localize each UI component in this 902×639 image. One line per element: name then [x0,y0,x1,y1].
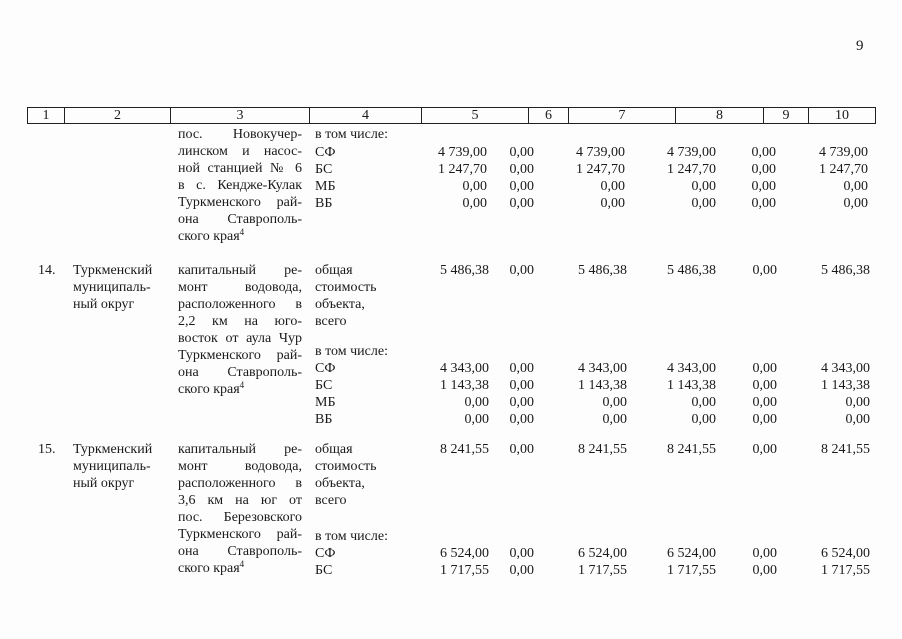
source-label: ВБ [315,412,333,427]
value-cell: 0,00 [691,196,716,211]
value-cell: 4 343,00 [821,361,870,376]
description-line: 3,6 км на юг от [178,493,302,508]
value-cell: 0,00 [752,412,777,427]
total-label-line: стоимость [315,459,377,474]
total-cost-label [315,262,377,330]
value-cell: 1 717,55 [440,563,489,578]
description-line: Туркменского рай- [178,348,302,363]
value-cell: 1 247,70 [667,162,716,177]
description-line: она Ставрополь- [178,212,302,227]
value-cell: 0,00 [845,412,870,427]
value-cell: 6 524,00 [578,546,627,561]
value-cell: 6 524,00 [821,546,870,561]
district-line: ный округ [73,476,135,491]
header-cell: 8 [676,108,764,124]
value-cell: 1 717,55 [667,563,716,578]
value-cell: 0,00 [464,412,489,427]
value-cell: 4 343,00 [667,361,716,376]
value-cell: 6 524,00 [440,546,489,561]
value-cell: 0,00 [600,179,625,194]
description-line: пос. Новокучер- [178,127,302,142]
row-number: 14. [38,263,56,278]
total-label-line: всего [315,493,347,508]
value-cell: 4 739,00 [576,145,625,160]
value-cell: 0,00 [509,412,534,427]
description-line: капитальный ре- [178,442,302,457]
source-label: МБ [315,179,336,194]
total-value: 5 486,38 [440,263,489,278]
value-cell: 0,00 [462,179,487,194]
source-label: СФ [315,546,336,561]
value-cell: 0,00 [509,162,534,177]
description-line: линском и насос- [178,144,302,159]
source-label: БС [315,162,333,177]
value-cell: 1 247,70 [819,162,868,177]
value-cell: 4 739,00 [438,145,487,160]
value-cell: 0,00 [752,546,777,561]
source-label: СФ [315,361,336,376]
source-label: БС [315,378,333,393]
source-label: МБ [315,395,336,410]
value-cell: 0,00 [843,196,868,211]
page-number: 9 [856,38,864,54]
total-value: 8 241,55 [821,442,870,457]
value-cell: 0,00 [509,378,534,393]
value-cell: 6 524,00 [667,546,716,561]
value-cell: 0,00 [752,395,777,410]
value-cell: 0,00 [600,196,625,211]
value-cell: 0,00 [751,145,776,160]
header-cell: 1 [28,108,65,124]
total-value: 5 486,38 [667,263,716,278]
header-cell: 5 [422,108,529,124]
in-total-label: в том числе: [315,529,388,544]
total-value: 8 241,55 [667,442,716,457]
header-cell: 10 [809,108,876,124]
total-cost-label [315,441,377,509]
description-line: монт водовода, [178,280,302,295]
total-label-line: общая [315,263,353,278]
total-value: 0,00 [752,263,777,278]
object-description [178,126,302,245]
district-name [73,262,152,313]
value-cell: 4 343,00 [440,361,489,376]
value-cell: 0,00 [691,412,716,427]
total-value: 5 486,38 [821,263,870,278]
header-cell: 3 [171,108,310,124]
total-value: 0,00 [509,442,534,457]
description-line: ского края$^4$ [178,227,245,244]
description-line: восток от аула Чур [178,331,302,346]
total-label-line: общая [315,442,353,457]
description-line: 2,2 км на юго- [178,314,302,329]
total-label-line: всего [315,314,347,329]
description-line: монт водовода, [178,459,302,474]
total-label-line: объекта, [315,476,365,491]
value-cell: 0,00 [691,395,716,410]
header-cell: 6 [529,108,569,124]
value-cell: 0,00 [509,145,534,160]
district-name [73,441,152,492]
footnote-marker: 4 [239,227,245,237]
header-cell: 9 [764,108,809,124]
value-cell: 0,00 [509,361,534,376]
district-line: муниципаль- [73,280,151,295]
value-cell: 0,00 [509,179,534,194]
value-cell: 0,00 [752,563,777,578]
description-line: Туркменского рай- [178,527,302,542]
value-cell: 1 143,38 [440,378,489,393]
value-cell: 0,00 [462,196,487,211]
object-description [178,441,302,577]
object-description [178,262,302,398]
in-total-label: в том числе: [315,127,388,142]
description-line: расположенного в [178,476,302,491]
description-line: в с. Кендже-Кулак [178,178,302,193]
description-line: ского края$^4$ [178,559,245,576]
district-line: ный округ [73,297,135,312]
value-cell: 0,00 [751,196,776,211]
district-line: Туркменский [73,442,153,457]
value-cell: 0,00 [845,395,870,410]
value-cell: 1 143,38 [821,378,870,393]
column-number-header [27,107,876,124]
total-value: 5 486,38 [578,263,627,278]
value-cell: 0,00 [509,563,534,578]
value-cell: 0,00 [751,179,776,194]
value-cell: 1 717,55 [578,563,627,578]
value-cell: 0,00 [752,361,777,376]
description-line: Туркменского рай- [178,195,302,210]
description-line: ной станцией № 6 [178,161,302,176]
value-cell: 4 343,00 [578,361,627,376]
value-cell: 1 143,38 [578,378,627,393]
description-line: она Ставрополь- [178,365,302,380]
header-cell: 2 [65,108,171,124]
description-line: ского края$^4$ [178,380,245,397]
footnote-marker: 4 [239,559,245,569]
value-cell: 0,00 [691,179,716,194]
value-cell: 1 247,70 [576,162,625,177]
description-line: расположенного в [178,297,302,312]
total-value: 8 241,55 [578,442,627,457]
value-cell: 0,00 [602,395,627,410]
value-cell: 4 739,00 [819,145,868,160]
description-line: капитальный ре- [178,263,302,278]
header-cell: 4 [310,108,422,124]
district-line: муниципаль- [73,459,151,474]
value-cell: 0,00 [843,179,868,194]
value-cell: 0,00 [602,412,627,427]
value-cell: 0,00 [509,196,534,211]
value-cell: 0,00 [751,162,776,177]
header-cell: 7 [569,108,676,124]
source-label: СФ [315,145,336,160]
value-cell: 0,00 [464,395,489,410]
total-label-line: объекта, [315,297,365,312]
row-number: 15. [38,442,56,457]
footnote-marker: 4 [239,380,245,390]
value-cell: 1 717,55 [821,563,870,578]
source-label: БС [315,563,333,578]
total-value: 0,00 [752,442,777,457]
description-line: пос. Березовского [178,510,302,525]
in-total-label: в том числе: [315,344,388,359]
total-label-line: стоимость [315,280,377,295]
value-cell: 0,00 [752,378,777,393]
value-cell: 4 739,00 [667,145,716,160]
total-value: 0,00 [509,263,534,278]
total-value: 8 241,55 [440,442,489,457]
source-label: ВБ [315,196,333,211]
description-line: она Ставрополь- [178,544,302,559]
value-cell: 0,00 [509,546,534,561]
value-cell: 1 247,70 [438,162,487,177]
district-line: Туркменский [73,263,153,278]
value-cell: 0,00 [509,395,534,410]
value-cell: 1 143,38 [667,378,716,393]
